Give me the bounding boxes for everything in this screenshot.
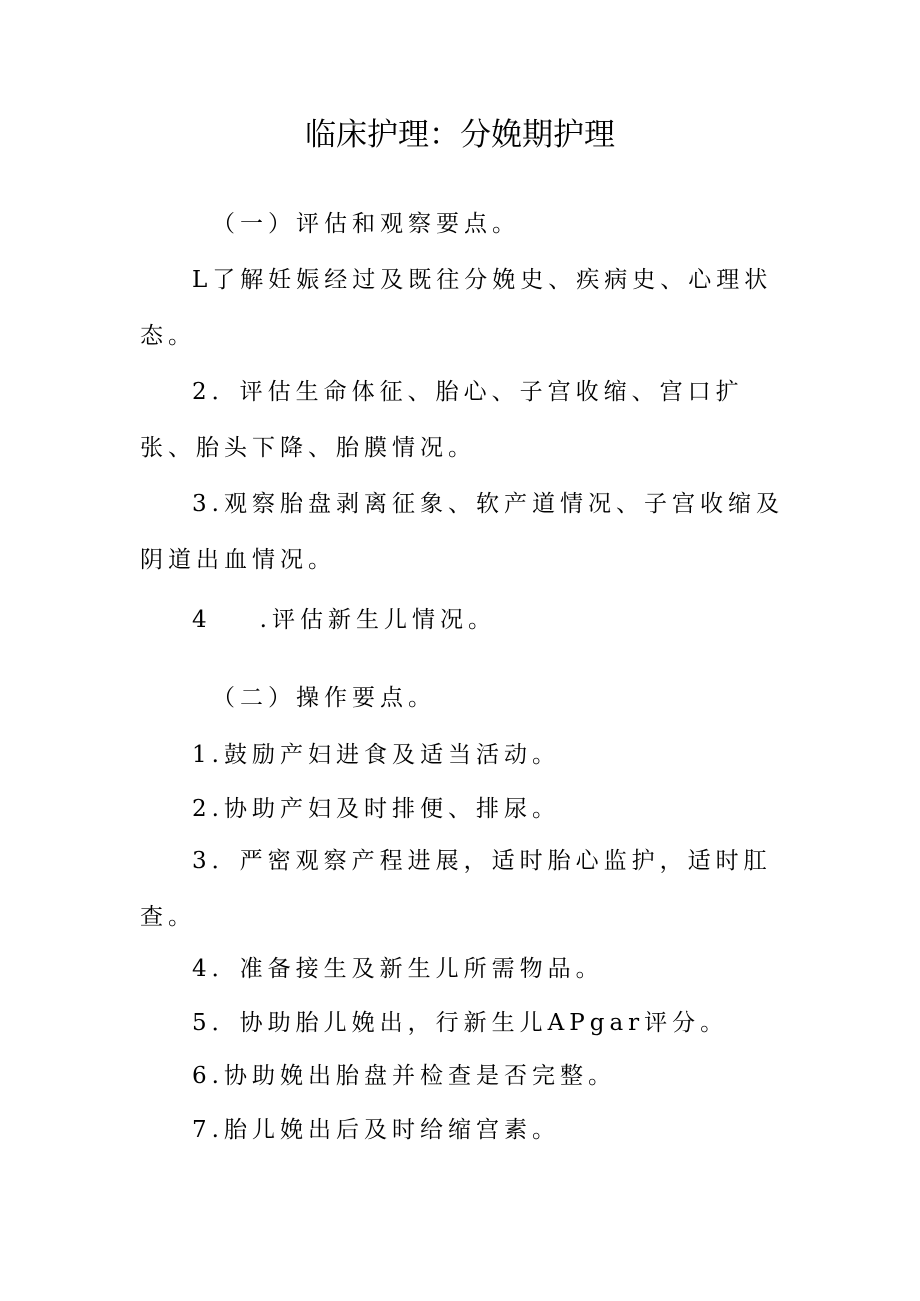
section-heading-operation: （二）操作要点。 (212, 685, 436, 711)
paragraph-item-1: L了解妊娠经过及既往分娩史、疾病史、心理状 态。 (140, 267, 773, 349)
operation-item-1: 1.鼓励产妇进食及适当活动。 (192, 742, 560, 768)
paragraph-item-4 (140, 592, 785, 648)
paragraph-item-3: 3.观察胎盘剥离征象、软产道情况、子宫收缩及 阴道出血情况。 (140, 491, 784, 573)
operation-item-5: 5．协助胎儿娩出，行新生儿APgar评分。 (192, 1010, 729, 1036)
operation-item-7: 7.胎儿娩出后及时给缩宫素。 (192, 1117, 560, 1143)
page-title: 临床护理：分娩期护理 (305, 117, 615, 153)
item-number: 4 (192, 607, 212, 633)
operation-item-6: 6.协助娩出胎盘并检查是否完整。 (192, 1063, 616, 1089)
section-heading-assessment: （一）评估和观察要点。 (212, 211, 520, 237)
operation-item-3: 3．严密观察产程进展，适时胎心监护，适时肛 查。 (140, 848, 772, 930)
paragraph-item-2: 2．评估生命体征、胎心、子宫收缩、宫口扩 张、胎头下降、胎膜情况。 (140, 379, 744, 461)
operation-item-2: 2.协助产妇及时排便、排尿。 (192, 796, 560, 822)
item-text: .评估新生儿情况。 (259, 607, 496, 633)
operation-item-4: 4．准备接生及新生儿所需物品。 (192, 956, 604, 982)
